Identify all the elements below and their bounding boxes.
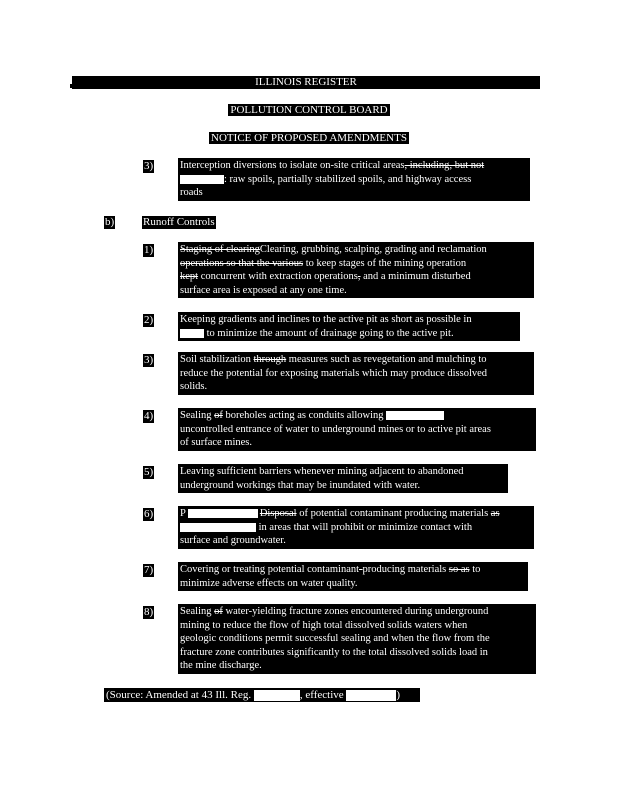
- item-number: 1): [144, 244, 154, 256]
- item-number: 3): [144, 354, 154, 366]
- item5-text-2: underground workings that may be inundated with water.: [180, 479, 421, 491]
- item7-text-4: minimize adverse effects on water quality.: [180, 577, 358, 589]
- item2-paragraph: [178, 312, 520, 341]
- item3b-text-1: Soil stabilization: [180, 354, 254, 365]
- item3b-text-3: reduce the potential for exposing materials which may produce dissolved: [180, 367, 488, 379]
- board-title: [0, 104, 618, 117]
- item7-text-1: Covering or treating potential contaminant: [180, 564, 360, 575]
- item1-text-3: concurrent with extraction operations: [198, 271, 358, 282]
- item7-strike-1: -: [359, 564, 363, 575]
- item8-text-5: fracture zone contributes significantly to the total dissolved solids load in: [180, 646, 488, 658]
- item8-text-1: Sealing: [180, 606, 215, 617]
- item-number: 2): [144, 314, 154, 326]
- item1-strike-4: ,: [357, 271, 361, 282]
- item5-paragraph: [178, 464, 508, 493]
- redaction-gap: [180, 329, 204, 338]
- item3b-text-4: solids.: [180, 381, 208, 392]
- item3-text-1: Interception diversions to isolate on-site critical areas: [180, 160, 405, 171]
- item4-strike-1: of: [214, 410, 223, 421]
- item4-text-4: of surface mines.: [180, 437, 253, 448]
- item3-strike-1: , including: [404, 160, 450, 171]
- item8-paragraph: [178, 604, 536, 674]
- item-number: 3): [144, 160, 154, 172]
- item2-text-2: to minimize the amount of drainage going to the active pit.: [204, 327, 454, 339]
- item1-strike-1: Staging of clearing: [180, 244, 260, 255]
- item-number: 7): [144, 564, 154, 576]
- item7-text-2: producing materials: [362, 564, 449, 575]
- item7-strike-2: so as: [448, 564, 470, 575]
- item3-text-2: : raw spoils, partially stabilized spoils, and highway access: [224, 173, 472, 185]
- item3-paragraph: [178, 158, 530, 201]
- redaction-gap: [188, 509, 258, 518]
- source-text-2: , effective: [299, 689, 347, 701]
- item6-paragraph: [178, 506, 534, 549]
- source-text-3: ): [396, 689, 401, 701]
- item3b-strike-1: through: [253, 354, 287, 365]
- register-header: ILLINOIS REGISTER: [72, 76, 540, 89]
- item3b-paragraph: [178, 352, 534, 395]
- item4-text-2: boreholes acting as conduits allowing: [222, 410, 384, 421]
- item8-text-6: the mine discharge.: [180, 660, 262, 671]
- item7-paragraph: [178, 562, 528, 591]
- item4-paragraph: [178, 408, 536, 451]
- redaction-gap: [180, 523, 256, 532]
- item6-text-2: of potential contaminant producing materials: [296, 508, 491, 519]
- source-note: [104, 688, 420, 702]
- item2-text-1: Keeping gradients and inclines to the active pit as short as possible in: [180, 314, 472, 325]
- redaction-gap: [180, 175, 224, 184]
- notice-title: [0, 132, 618, 145]
- redaction-gap: [254, 690, 300, 701]
- item7-text-3: to: [469, 564, 481, 575]
- item8-text-2: water-yielding fracture zones encountered during underground: [222, 606, 489, 617]
- item-number: 4): [144, 410, 154, 422]
- redaction-gap: [346, 690, 396, 701]
- item1-paragraph: [178, 242, 534, 298]
- section-title: Runoff Controls: [143, 216, 215, 228]
- item-number: 5): [144, 466, 154, 478]
- item4-text-1: Sealing: [180, 410, 215, 421]
- item1-text-1: Clearing, grubbing, scalping, grading and reclamation: [259, 244, 487, 255]
- item5-text-1: Leaving sufficient barriers whenever mining adjacent to abandoned: [180, 466, 464, 477]
- item1-strike-3: kept: [180, 271, 199, 282]
- item1-text-5: surface area is exposed at any one time.: [180, 284, 347, 296]
- item1-text-2: to keep stages of the mining operation: [303, 257, 467, 269]
- source-text-1: (Source: Amended at 43 Ill. Reg.: [106, 689, 254, 701]
- item8-strike-1: of: [214, 606, 223, 617]
- item6-text-1: P: [180, 508, 186, 519]
- item-number: 8): [144, 606, 154, 618]
- item6-text-4: surface and groundwater.: [180, 535, 286, 546]
- item8-text-4: geologic conditions permit successful sealing and when the flow from the: [180, 633, 490, 644]
- item6-strike-2: as: [490, 508, 500, 519]
- item8-text-3: mining to reduce the flow of high total dissolved solids waters when: [180, 619, 468, 631]
- item1-text-4: and a minimum disturbed: [360, 271, 471, 282]
- redaction-gap: [386, 411, 444, 420]
- item3-text-3: roads: [180, 187, 203, 198]
- notice-title-text: NOTICE OF PROPOSED AMENDMENTS: [211, 132, 407, 144]
- item4-text-3: uncontrolled entrance of water to underground mines or to active pit areas: [180, 423, 491, 435]
- item-number: 6): [144, 508, 154, 520]
- item6-text-3: in areas that will prohibit or minimize contact with: [256, 521, 473, 533]
- item3-strike-2: , but not: [449, 160, 485, 171]
- section-number: b): [105, 216, 115, 228]
- board-title-text: POLLUTION CONTROL BOARD: [230, 104, 388, 116]
- item3b-text-2: measures such as revegetation and mulching to: [286, 354, 487, 365]
- item1-strike-2: operations so that the various: [180, 257, 304, 269]
- item6-strike-1: Disposal: [259, 508, 297, 519]
